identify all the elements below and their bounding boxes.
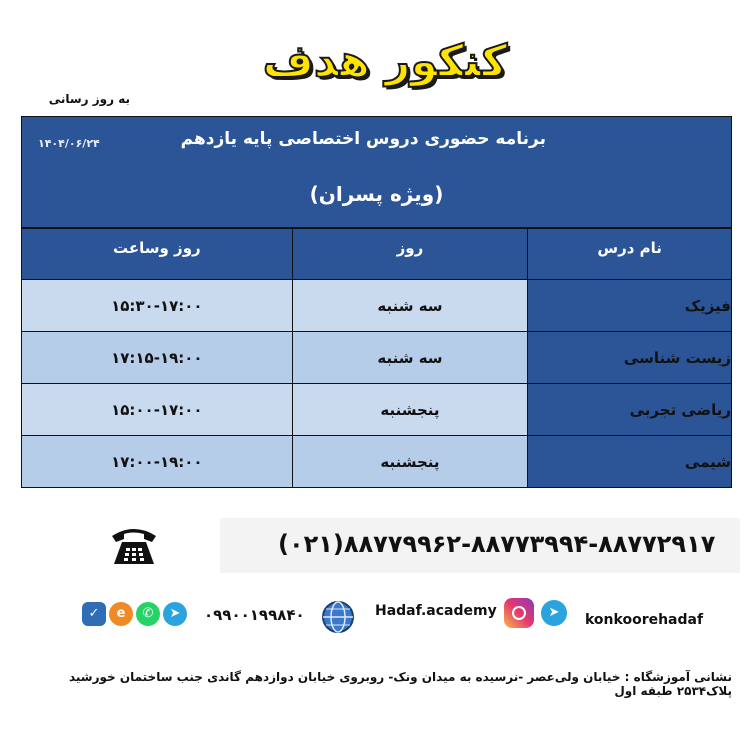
telegram-icon[interactable]: ➤	[541, 600, 567, 626]
table-row	[22, 332, 732, 384]
column-header-time: روز وساعت	[22, 229, 293, 280]
eitaa-icon: e	[109, 602, 133, 626]
course-time: ۱۷:۱۵-۱۹:۰۰	[22, 332, 293, 384]
course-name: ریاضی تجربی	[528, 384, 732, 436]
schedule-table	[21, 228, 732, 488]
table-header-row	[22, 229, 732, 280]
mobile-number: ۰۹۹۰۰۱۹۹۸۴۰	[204, 606, 305, 624]
brand-logo: کنکور هدف	[262, 36, 508, 87]
whatsapp-icon: ✆	[136, 602, 160, 626]
telegram-icon: ➤	[163, 602, 187, 626]
course-day: سه شنبه	[292, 280, 528, 332]
website-handle[interactable]: Hadaf.academy	[375, 603, 497, 619]
course-name: شیمی	[528, 436, 732, 488]
address: نشانی آموزشگاه : خیابان ولی‌عصر -نرسیده به میدان ونک- روبروی خیابان دوازدهم گاندی جنب ساختمان خورشید پلاک۲۵۳۴ طبقه اول	[68, 670, 732, 698]
update-label: به روز رسانی	[48, 92, 130, 106]
course-time: ۱۵:۳۰-۱۷:۰۰	[22, 280, 293, 332]
telephone-icon	[108, 522, 160, 568]
globe-icon	[318, 600, 358, 634]
instagram-icon[interactable]	[504, 598, 534, 628]
messenger-icons	[80, 600, 190, 632]
instagram-handle[interactable]: konkoorehadaf	[585, 612, 704, 628]
course-name: زیست شناسی	[528, 332, 732, 384]
course-time: ۱۵:۰۰-۱۷:۰۰	[22, 384, 293, 436]
table-row	[22, 280, 732, 332]
schedule-title: برنامه حضوری دروس اختصاصی پایه یازدهم	[180, 129, 546, 149]
course-name: فیزیک	[528, 280, 732, 332]
schedule-subtitle: (ویژه پسران)	[309, 182, 444, 206]
course-day: سه شنبه	[292, 332, 528, 384]
phone-numbers: (۰۲۱)۸۸۷۷۹۹۶۲-۸۸۷۷۳۹۹۴-۸۸۷۷۲۹۱۷	[278, 530, 716, 558]
course-day: پنجشنبه	[292, 384, 528, 436]
course-time: ۱۷:۰۰-۱۹:۰۰	[22, 436, 293, 488]
schedule-header	[21, 116, 732, 228]
column-header-day: روز	[292, 229, 528, 280]
table-row	[22, 384, 732, 436]
update-date: ۱۴۰۴/۰۶/۲۴	[38, 137, 100, 150]
table-row	[22, 436, 732, 488]
bale-icon: ✓	[82, 602, 106, 626]
column-header-name: نام درس	[528, 229, 732, 280]
course-day: پنجشنبه	[292, 436, 528, 488]
